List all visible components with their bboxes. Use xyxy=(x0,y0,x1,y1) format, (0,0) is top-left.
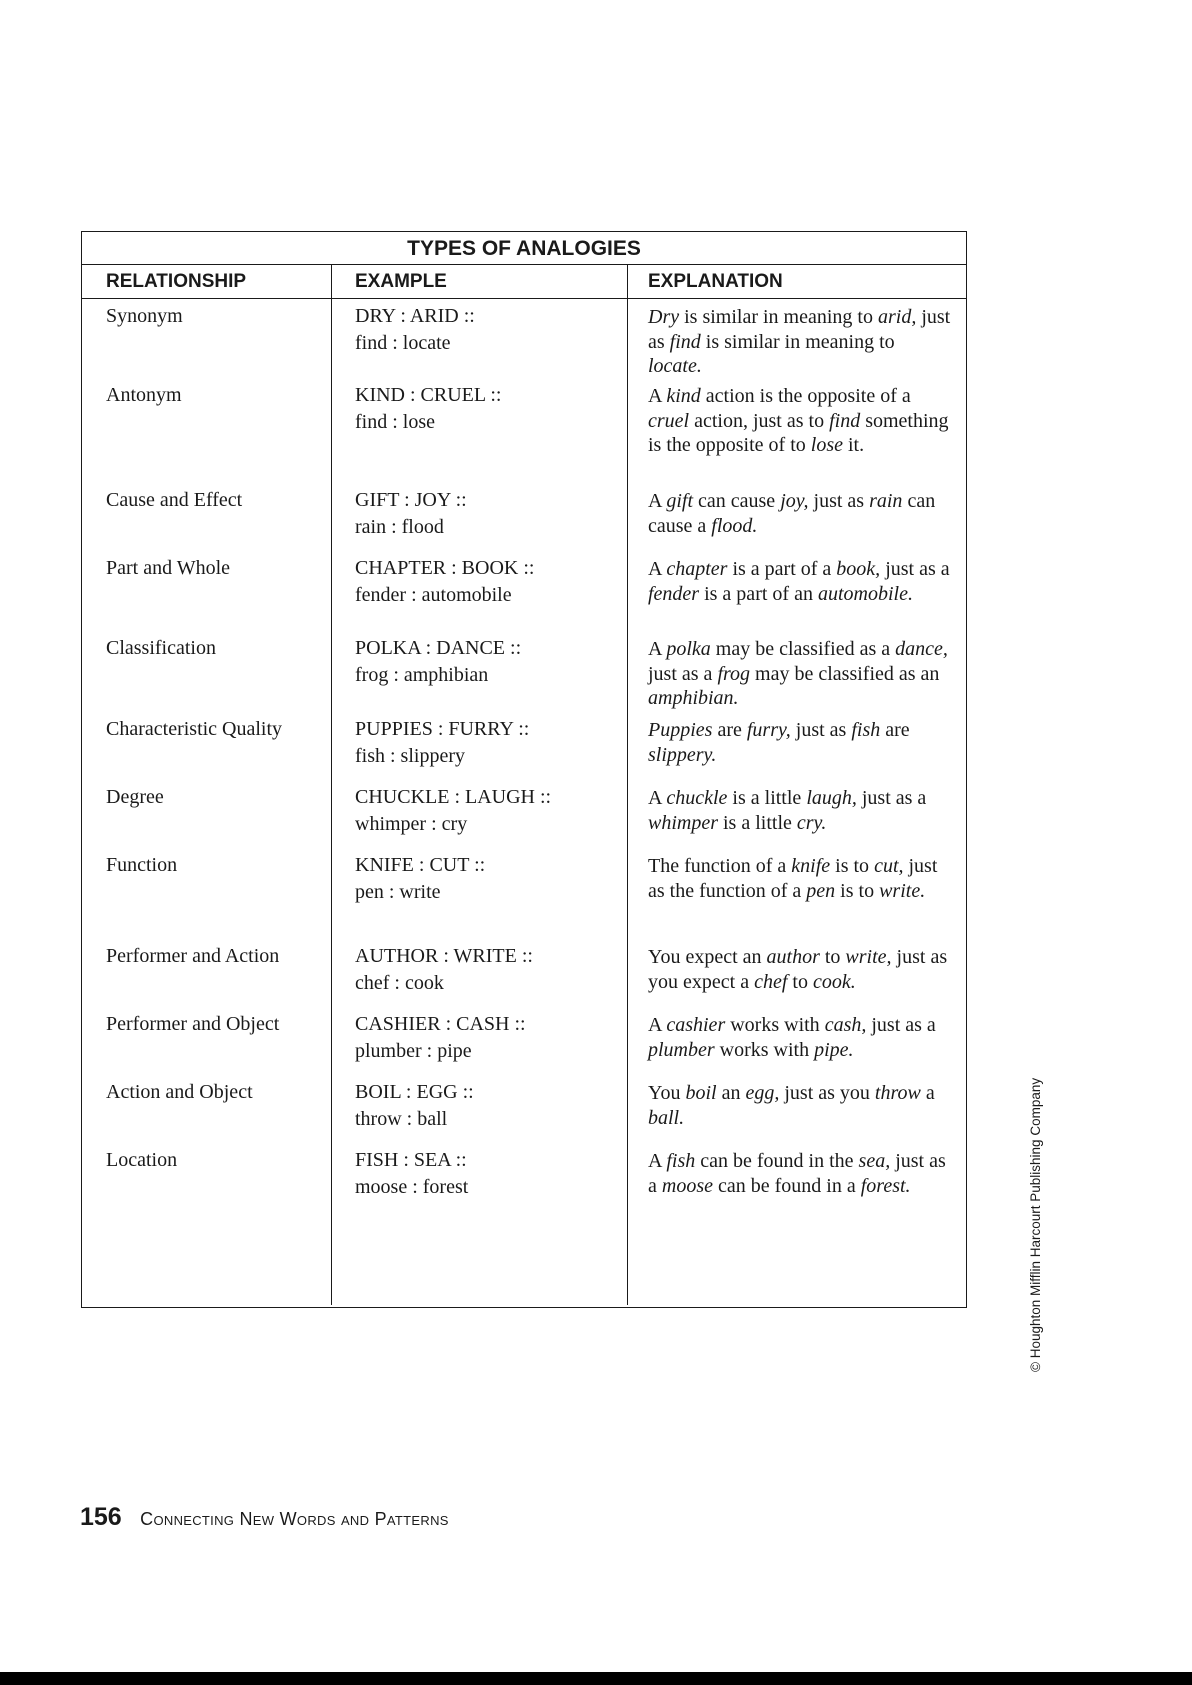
example-line: moose : forest xyxy=(355,1176,469,1198)
example-line: CHAPTER : BOOK :: xyxy=(355,557,535,579)
explanation-italic-term: book, xyxy=(836,558,881,580)
table-title: TYPES OF ANALOGIES xyxy=(82,232,966,265)
explanation-italic-term: flood. xyxy=(711,514,758,537)
explanation-text: just as the function of a xyxy=(648,855,938,902)
example-line: CHUCKLE : LAUGH :: xyxy=(355,786,552,808)
explanation-italic-term: gift xyxy=(666,490,694,512)
scan-edge-bar xyxy=(0,1672,1192,1685)
explanation-text: is to xyxy=(835,879,880,902)
example-line: CASHIER : CASH :: xyxy=(355,1013,526,1035)
explanation-italic-term: sea, xyxy=(858,1150,891,1172)
explanation-cell xyxy=(648,786,952,835)
example-cell xyxy=(355,635,627,689)
example-line: PUPPIES : FURRY :: xyxy=(355,718,530,740)
example-line: fish : slippery xyxy=(355,745,465,767)
header-example: EXAMPLE xyxy=(331,265,627,298)
explanation-text: to xyxy=(787,970,813,993)
example-line: rain : flood xyxy=(355,516,444,538)
explanation-text: A xyxy=(648,787,667,809)
explanation-italic-term: chuckle xyxy=(666,787,728,809)
explanation-italic-term: ball. xyxy=(648,1106,685,1129)
explanation-text: A xyxy=(648,385,667,407)
explanation-text: just as xyxy=(808,490,870,512)
explanation-italic-term: Puppies xyxy=(648,719,713,741)
explanation-text: works with xyxy=(725,1014,825,1036)
explanation-italic-term: pipe. xyxy=(814,1038,854,1061)
explanation-italic-term: cut, xyxy=(874,855,904,877)
chapter-title: Connecting New Words and Patterns xyxy=(140,1509,449,1529)
example-cell xyxy=(355,382,627,436)
explanation-text: You xyxy=(648,1082,686,1104)
explanation-cell xyxy=(648,945,952,994)
explanation-text: a xyxy=(920,1082,935,1104)
relationship-cell: Function xyxy=(106,854,178,876)
explanation-text: is similar in meaning to xyxy=(700,330,895,353)
example-line: DRY : ARID :: xyxy=(355,305,475,327)
example-line: POLKA : DANCE :: xyxy=(355,637,522,659)
explanation-cell xyxy=(648,1013,952,1062)
relationship-cell: Classification xyxy=(106,637,216,659)
explanation-italic-term: frog xyxy=(717,662,751,685)
explanation-text: are xyxy=(880,719,910,741)
explanation-text: can cause xyxy=(693,490,781,512)
explanation-text: just as you xyxy=(779,1082,875,1104)
explanation-italic-term: amphibian. xyxy=(648,687,739,709)
explanation-text: just as a xyxy=(880,558,950,580)
page-footer xyxy=(80,1503,449,1532)
explanation-italic-term: polka xyxy=(666,638,711,660)
example-cell xyxy=(355,716,627,770)
explanation-italic-term: forest. xyxy=(860,1174,911,1197)
explanation-italic-term: egg, xyxy=(745,1082,780,1104)
explanation-text: is a little xyxy=(727,787,807,809)
explanation-text: something is the opposite of to xyxy=(648,409,949,456)
example-line: find : locate xyxy=(355,332,451,354)
example-line: AUTHOR : WRITE :: xyxy=(355,945,533,967)
table-header-row xyxy=(82,265,966,299)
example-cell xyxy=(355,1147,627,1201)
explanation-italic-term: cashier xyxy=(666,1014,726,1036)
relationship-cell: Cause and Effect xyxy=(106,489,243,511)
explanation-italic-term: furry, xyxy=(746,719,791,741)
explanation-text: You expect an xyxy=(648,946,767,968)
explanation-italic-term: cruel xyxy=(648,409,690,432)
explanation-text: action is the opposite of a xyxy=(700,385,911,407)
explanation-text: just as a xyxy=(648,662,718,685)
explanation-text: is a little xyxy=(718,811,797,834)
example-line: chef : cook xyxy=(355,972,444,994)
example-cell xyxy=(355,943,627,997)
explanation-italic-term: slippery. xyxy=(648,743,717,766)
relationship-cell: Performer and Action xyxy=(106,945,280,967)
explanation-text: are xyxy=(712,719,747,741)
example-line: frog : amphibian xyxy=(355,664,489,686)
relationship-column xyxy=(82,299,331,1305)
explanation-italic-term: kind xyxy=(666,385,701,407)
explanation-text: just as xyxy=(648,306,951,353)
example-line: plumber : pipe xyxy=(355,1040,472,1062)
explanation-italic-term: author xyxy=(766,946,820,968)
explanation-text: A xyxy=(648,1014,667,1036)
explanation-text: is similar in meaning to xyxy=(679,306,878,328)
explanation-column xyxy=(627,299,966,1305)
explanation-text: is a part of an xyxy=(699,582,818,605)
explanation-text: just as you expect a xyxy=(648,946,948,993)
explanation-italic-term: fender xyxy=(648,582,700,605)
explanation-italic-term: chapter xyxy=(666,558,728,580)
example-cell xyxy=(355,1079,627,1133)
explanation-text: A xyxy=(648,558,667,580)
explanation-text: works with xyxy=(714,1038,815,1061)
example-line: fender : automobile xyxy=(355,584,512,606)
explanation-text: can cause a xyxy=(648,490,936,537)
example-cell xyxy=(355,555,627,609)
explanation-cell xyxy=(648,557,952,606)
explanation-text: is to xyxy=(830,855,875,877)
explanation-italic-term: write, xyxy=(845,946,892,968)
example-line: throw : ball xyxy=(355,1108,448,1130)
explanation-text: A xyxy=(648,638,667,660)
explanation-italic-term: find xyxy=(829,409,861,432)
explanation-cell xyxy=(648,305,952,379)
explanation-italic-term: lose xyxy=(810,434,843,456)
copyright-notice: © Houghton Mifflin Harcourt Publishing Company xyxy=(1028,1077,1043,1372)
explanation-text: can be found in the xyxy=(695,1150,859,1172)
example-cell xyxy=(355,1011,627,1065)
explanation-text: it. xyxy=(842,434,865,456)
explanation-italic-term: chef xyxy=(754,970,788,993)
example-cell xyxy=(355,784,627,838)
explanation-cell xyxy=(648,489,952,538)
explanation-italic-term: cook. xyxy=(812,970,856,993)
relationship-cell: Degree xyxy=(106,786,164,808)
explanation-italic-term: Dry xyxy=(648,306,680,328)
example-line: FISH : SEA :: xyxy=(355,1149,467,1171)
explanation-text: may be classified as an xyxy=(750,662,940,685)
explanation-text: action, just as to xyxy=(689,409,830,432)
analogy-table xyxy=(81,231,967,1308)
explanation-italic-term: whimper xyxy=(648,811,718,834)
explanation-italic-term: dance, xyxy=(895,638,948,660)
explanation-text: may be classified as a xyxy=(710,638,896,660)
example-line: KNIFE : CUT :: xyxy=(355,854,486,876)
example-column xyxy=(331,299,627,1305)
example-line: KIND : CRUEL :: xyxy=(355,384,502,406)
explanation-text: an xyxy=(716,1082,746,1104)
explanation-text: just as a xyxy=(648,1150,946,1197)
explanation-cell xyxy=(648,384,952,458)
example-cell xyxy=(355,487,627,541)
relationship-cell: Performer and Object xyxy=(106,1013,280,1035)
explanation-cell xyxy=(648,637,952,711)
explanation-italic-term: cash, xyxy=(824,1014,867,1036)
header-explanation: EXPLANATION xyxy=(627,265,966,298)
explanation-text: is a part of a xyxy=(727,558,837,580)
explanation-text: can be found in a xyxy=(713,1174,861,1197)
example-line: BOIL : EGG :: xyxy=(355,1081,474,1103)
example-cell xyxy=(355,852,627,906)
explanation-italic-term: boil xyxy=(685,1082,717,1104)
header-relationship: RELATIONSHIP xyxy=(106,271,247,292)
explanation-italic-term: moose xyxy=(661,1174,713,1197)
table-body xyxy=(82,299,966,1305)
explanation-text: The function of a xyxy=(648,855,792,877)
explanation-cell xyxy=(648,854,952,903)
relationship-cell: Synonym xyxy=(106,305,183,327)
explanation-text: A xyxy=(648,1150,667,1172)
page-number: 156 xyxy=(80,1503,122,1531)
example-cell xyxy=(355,303,627,357)
explanation-italic-term: automobile. xyxy=(817,582,913,605)
explanation-cell xyxy=(648,718,952,767)
example-line: pen : write xyxy=(355,881,441,903)
relationship-cell: Part and Whole xyxy=(106,557,231,579)
explanation-cell xyxy=(648,1081,952,1130)
explanation-italic-term: cry. xyxy=(796,811,827,834)
example-line: find : lose xyxy=(355,411,435,433)
explanation-text: just as a xyxy=(866,1014,936,1036)
explanation-italic-term: joy, xyxy=(780,490,809,512)
explanation-italic-term: find xyxy=(669,330,701,353)
explanation-italic-term: locate. xyxy=(648,355,702,377)
explanation-italic-term: fish xyxy=(666,1150,696,1172)
explanation-text: A xyxy=(648,490,667,512)
explanation-italic-term: pen xyxy=(806,879,836,902)
explanation-italic-term: knife xyxy=(791,855,831,877)
relationship-cell: Antonym xyxy=(106,384,182,406)
explanation-cell xyxy=(648,1149,952,1198)
explanation-text: just as xyxy=(790,719,852,741)
relationship-cell: Characteristic Quality xyxy=(106,718,283,740)
explanation-italic-term: fish xyxy=(851,719,881,741)
explanation-italic-term: plumber xyxy=(648,1038,715,1061)
explanation-italic-term: rain xyxy=(869,490,903,512)
explanation-italic-term: throw xyxy=(874,1082,921,1104)
example-line: whimper : cry xyxy=(355,813,468,835)
explanation-italic-term: arid, xyxy=(877,306,917,328)
relationship-cell: Action and Object xyxy=(106,1081,253,1103)
explanation-italic-term: write. xyxy=(879,879,926,902)
explanation-text: to xyxy=(819,946,846,968)
explanation-italic-term: laugh, xyxy=(806,787,857,809)
explanation-text: just as a xyxy=(856,787,927,809)
example-line: GIFT : JOY :: xyxy=(355,489,467,511)
relationship-cell: Location xyxy=(106,1149,178,1171)
